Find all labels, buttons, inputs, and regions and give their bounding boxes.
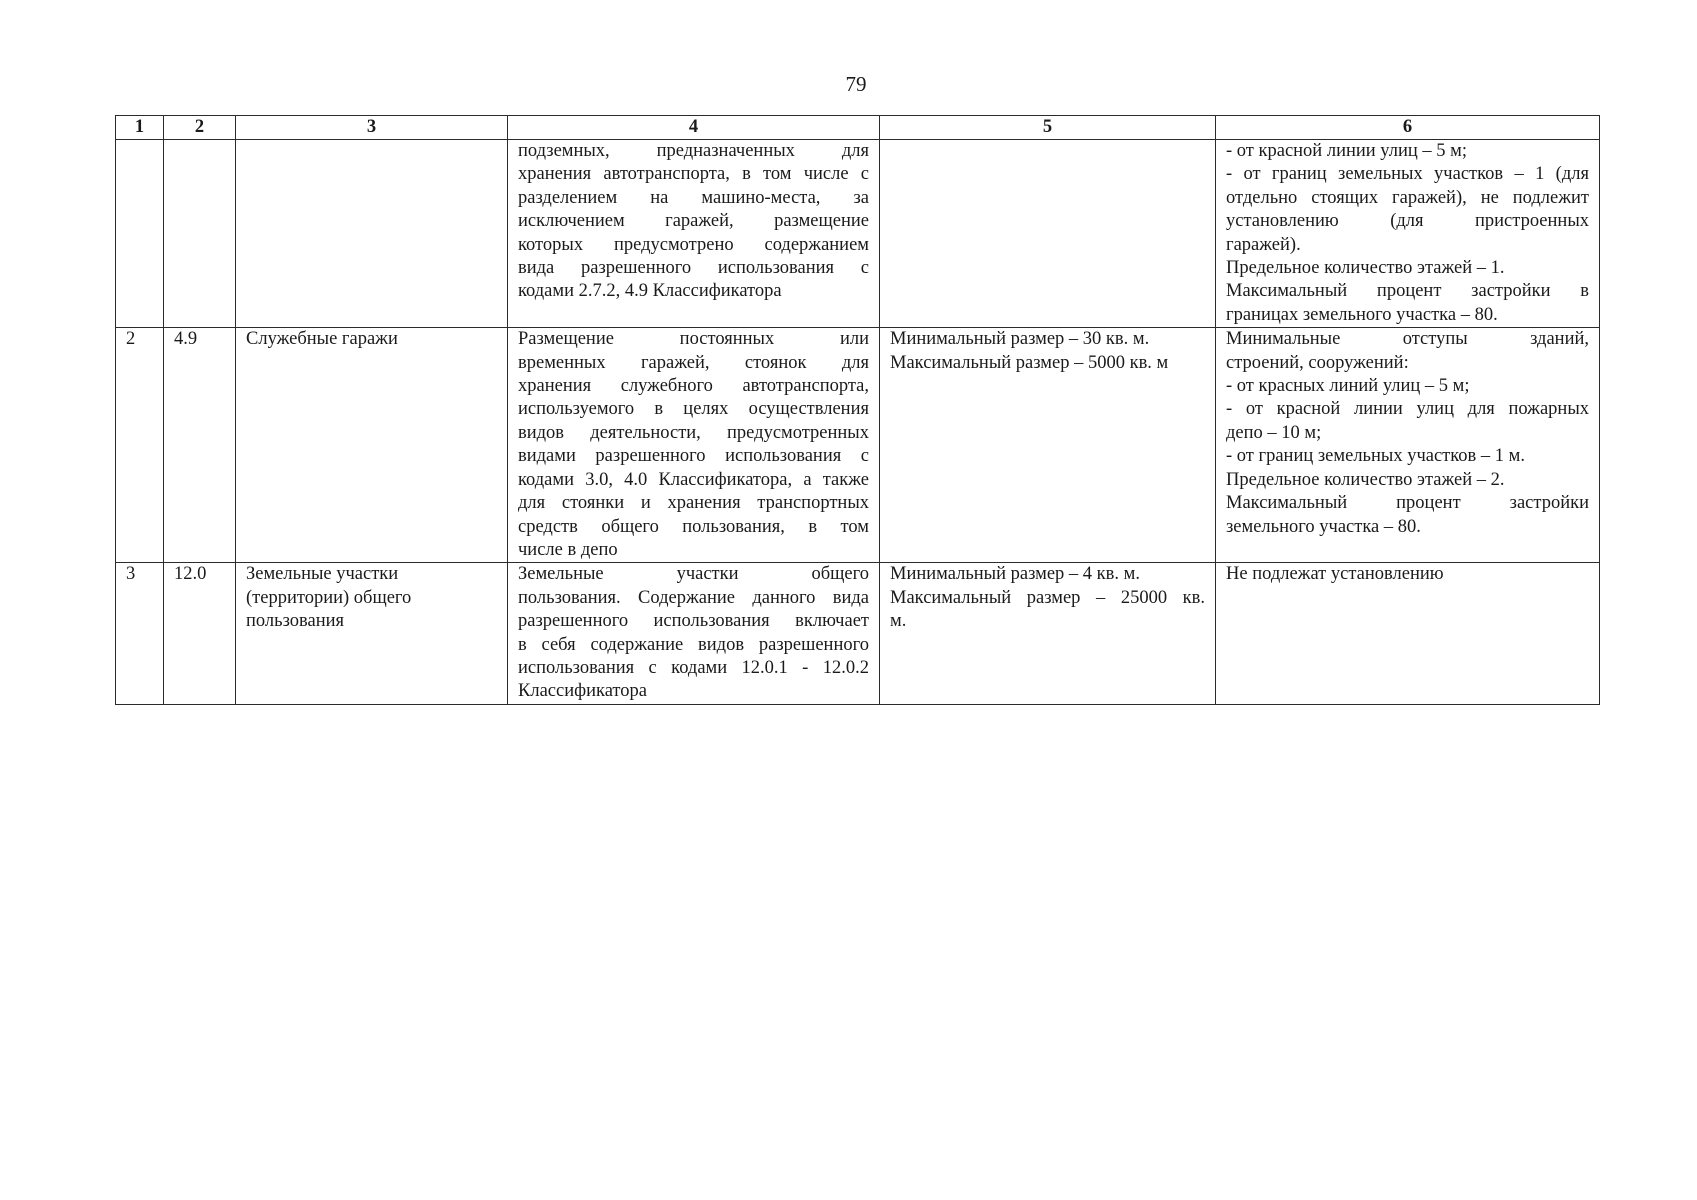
text-line: пользования <box>246 611 345 632</box>
text-line: - от границ земельных участков – 1 м. <box>1226 446 1525 467</box>
text-line: гаражей). <box>1226 234 1301 255</box>
text-line: Предельное количество этажей – 1. <box>1226 258 1505 279</box>
text-line: границах земельного участка – 80. <box>1226 304 1498 325</box>
text-line: отдельно стоящих гаражей), не подлежит <box>1226 187 1589 208</box>
text-line: хранения автотранспорта, в том числе с <box>518 164 869 185</box>
row-number-cell: 3 <box>116 563 164 704</box>
size-cell <box>880 140 1216 328</box>
text-line: - от красной линии улиц – 5 м; <box>1226 141 1467 161</box>
text-line: в себя содержание видов разрешенного <box>518 634 869 655</box>
text-line: - от границ земельных участков – 1 (для <box>1226 164 1589 185</box>
parameters-cell <box>1216 328 1600 563</box>
parameters-cell <box>1216 563 1600 704</box>
size-cell <box>880 563 1216 704</box>
text-line: Минимальный размер – 4 кв. м. <box>890 564 1140 585</box>
description-cell <box>508 140 880 328</box>
text-line: разделением на машино-места, за <box>518 187 869 208</box>
page-number: 79 <box>845 72 867 96</box>
code-cell: 12.0 <box>164 563 236 704</box>
land-use-table <box>115 115 1600 705</box>
text-line: кодами 2.7.2, 4.9 Классификатора <box>518 281 782 302</box>
text-line: земельного участка – 80. <box>1226 516 1421 537</box>
text-line: числе в депо <box>518 539 618 560</box>
text-line: Земельные участки общего <box>518 564 869 585</box>
text-line: разрешенного использования включает <box>518 611 869 632</box>
text-line: - от красной линии улиц для пожарных <box>1226 399 1589 420</box>
text-line: (территории) общего <box>246 587 412 608</box>
text-line: временных гаражей, стоянок для <box>518 352 869 373</box>
text-line: исключением гаражей, размещение <box>518 211 869 232</box>
row-number-cell <box>116 140 164 328</box>
text-line: подземных, предназначенных для <box>518 141 869 161</box>
text-line: Земельные участки <box>246 564 399 585</box>
column-header: 1 <box>116 116 164 140</box>
description-cell <box>508 328 880 563</box>
text-line: Предельное количество этажей – 2. <box>1226 469 1505 490</box>
text-line: хранения служебного автотранспорта, <box>518 376 869 397</box>
column-header: 6 <box>1216 116 1600 140</box>
column-header: 2 <box>164 116 236 140</box>
text-line: Размещение постоянных или <box>518 329 869 350</box>
table-row <box>116 328 1600 563</box>
table-header-row <box>116 116 1600 140</box>
text-line: Минимальный размер – 30 кв. м. <box>890 329 1150 350</box>
text-line: Не подлежат установлению <box>1226 564 1444 585</box>
text-line: кодами 3.0, 4.0 Классификатора, а также <box>518 469 869 490</box>
text-line: Минимальные отступы зданий, <box>1226 329 1589 350</box>
text-line: Максимальный процент застройки <box>1226 493 1589 514</box>
text-line: депо – 10 м; <box>1226 422 1322 443</box>
text-line: пользования. Содержание данного вида <box>518 587 869 608</box>
text-line: установлению (для пристроенных <box>1226 211 1589 232</box>
text-line: - от красных линий улиц – 5 м; <box>1226 376 1470 397</box>
text-line: Максимальный процент застройки в <box>1226 281 1589 302</box>
text-line: используемого в целях осуществления <box>518 399 869 420</box>
code-cell <box>164 140 236 328</box>
text-line: Классификатора <box>518 681 647 702</box>
text-line: использования с кодами 12.0.1 - 12.0.2 <box>518 657 869 678</box>
code-cell: 4.9 <box>164 328 236 563</box>
text-line: Служебные гаражи <box>246 329 398 350</box>
description-cell <box>508 563 880 704</box>
name-cell <box>236 140 508 328</box>
text-line: Максимальный размер – 5000 кв. м <box>890 352 1169 373</box>
text-line: которых предусмотрено содержанием <box>518 234 869 255</box>
column-header: 5 <box>880 116 1216 140</box>
text-line: средств общего пользования, в том <box>518 516 869 537</box>
name-cell <box>236 328 508 563</box>
text-line: м. <box>890 611 907 632</box>
text-line: видами разрешенного использования с <box>518 446 869 467</box>
text-line: видов деятельности, предусмотренных <box>518 422 869 443</box>
table-row <box>116 140 1600 328</box>
row-number-cell: 2 <box>116 328 164 563</box>
table-row <box>116 563 1600 704</box>
column-header: 3 <box>236 116 508 140</box>
column-header: 4 <box>508 116 880 140</box>
parameters-cell <box>1216 140 1600 328</box>
text-line: Максимальный размер – 25000 кв. <box>890 587 1205 608</box>
size-cell <box>880 328 1216 563</box>
text-line: для стоянки и хранения транспортных <box>518 493 869 514</box>
name-cell <box>236 563 508 704</box>
text-line: вида разрешенного использования с <box>518 258 869 279</box>
text-line: строений, сооружений: <box>1226 352 1409 373</box>
